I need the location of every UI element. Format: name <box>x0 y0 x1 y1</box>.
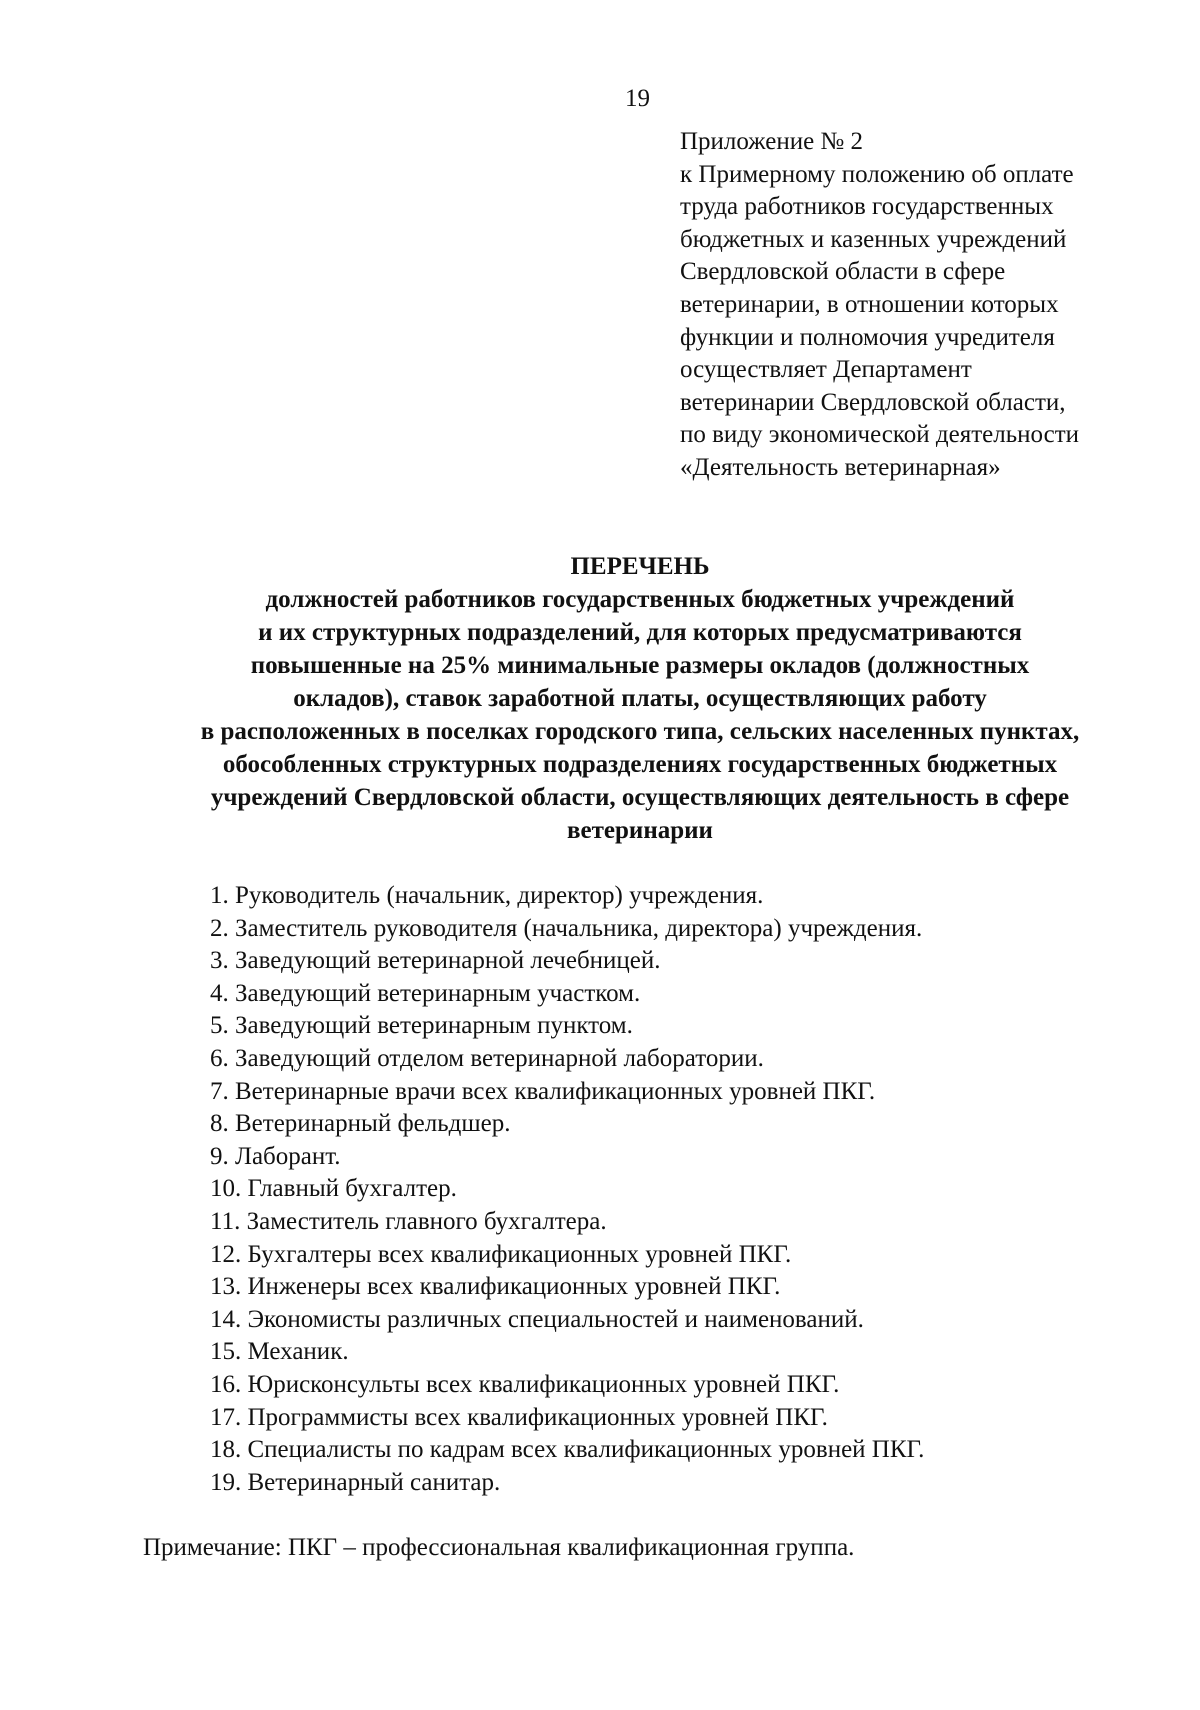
list-item: 12. Бухгалтеры всех квалификационных уровней ПКГ. <box>210 1240 792 1268</box>
positions-list <box>210 880 924 1499</box>
appendix-line: Приложение № 2 <box>680 128 864 155</box>
list-item: 19. Ветеринарный санитар. <box>210 1468 501 1496</box>
list-item: 4. Заведующий ветеринарным участком. <box>210 979 641 1007</box>
heading-line: обособленных структурных подразделениях государственных бюджетных <box>222 751 1058 778</box>
list-item: 8. Ветеринарный фельдшер. <box>210 1110 511 1138</box>
appendix-line: по виду экономической деятельности <box>680 421 1079 449</box>
list-item: 14. Экономисты различных специальностей и наименований. <box>210 1305 864 1333</box>
appendix-line: труда работников государственных <box>680 193 1054 221</box>
appendix-line: бюджетных и казенных учреждений <box>680 225 1067 253</box>
list-item: 15. Механик. <box>210 1338 349 1366</box>
list-item: 16. Юрисконсульты всех квалификационных уровней ПКГ. <box>210 1370 840 1398</box>
heading-line: ветеринарии <box>567 817 713 844</box>
list-item: 9. Лаборант. <box>210 1142 341 1170</box>
heading-line: учреждений Свердловской области, осуществляющих деятельность в сфере <box>210 784 1070 811</box>
list-item: 17. Программисты всех квалификационных уровней ПКГ. <box>210 1403 828 1431</box>
list-item: 7. Ветеринарные врачи всех квалификационных уровней ПКГ. <box>210 1077 876 1105</box>
list-item: 18. Специалисты по кадрам всех квалификационных уровней ПКГ. <box>210 1436 925 1464</box>
list-item: 5. Заведующий ветеринарным пунктом. <box>210 1012 633 1040</box>
appendix-line: к Примерному положению об оплате <box>680 160 1074 188</box>
appendix-line: ветеринарии, в отношении которых <box>680 290 1059 318</box>
heading-title: ПЕРЕЧЕНЬ <box>570 553 710 580</box>
list-item: 11. Заместитель главного бухгалтера. <box>210 1207 607 1235</box>
list-item: 6. Заведующий отделом ветеринарной лаборатории. <box>210 1044 764 1072</box>
appendix-line: ветеринарии Свердловской области, <box>680 388 1066 416</box>
appendix-line: Свердловской области в сфере <box>680 258 1006 286</box>
appendix-line: «Деятельность ветеринарная» <box>680 453 1001 481</box>
list-item: 10. Главный бухгалтер. <box>210 1175 457 1203</box>
list-item: 13. Инженеры всех квалификационных уровней ПКГ. <box>210 1273 781 1301</box>
heading-line: в расположенных в поселках городского типа, сельских населенных пунктах, <box>200 718 1080 745</box>
appendix-line: осуществляет Департамент <box>680 356 972 384</box>
appendix-block <box>680 126 1180 485</box>
heading-line: повышенные на 25% минимальные размеры окладов (должностных <box>250 652 1030 679</box>
list-item: 1. Руководитель (начальник, директор) учреждения. <box>210 882 764 909</box>
page-number: 19 <box>625 85 650 112</box>
list-item: 2. Заместитель руководителя (начальника, директора) учреждения. <box>210 914 923 942</box>
heading-line: окладов), ставок заработной платы, осуществляющих работу <box>293 685 987 712</box>
heading-line: должностей работников государственных бюджетных учреждений <box>265 586 1015 613</box>
footnote: Примечание: ПКГ – профессиональная квалификационная группа. <box>143 1534 855 1561</box>
appendix-line: функции и полномочия учредителя <box>680 323 1055 351</box>
heading-line: и их структурных подразделений, для которых предусматриваются <box>258 619 1022 646</box>
list-item: 3. Заведующий ветеринарной лечебницей. <box>210 947 661 975</box>
document-heading <box>0 550 1200 847</box>
